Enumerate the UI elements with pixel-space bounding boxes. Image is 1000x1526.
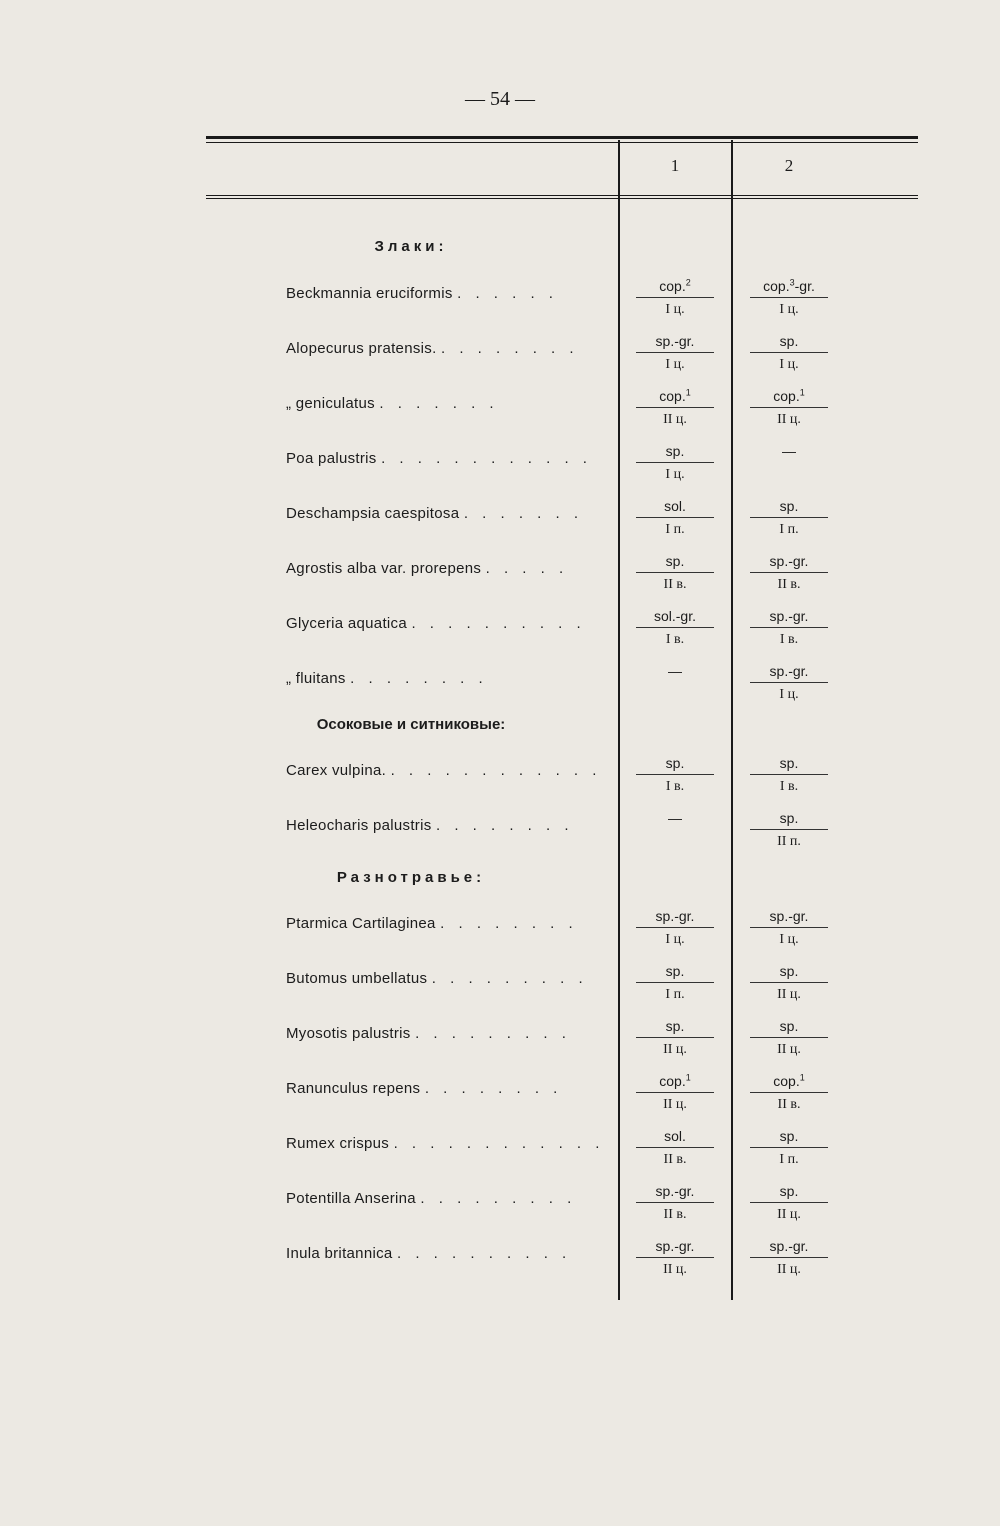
section-title-sedges: Осоковые и ситниковые:: [316, 716, 506, 733]
table-row: [0, 275, 1000, 329]
abundance-value: cop.: [773, 388, 800, 404]
abundance-value: sp.: [779, 333, 799, 349]
abundance-col-1: [636, 550, 714, 573]
abundance-value: cop.: [659, 388, 686, 404]
cell-col-1: [636, 1180, 714, 1225]
phenophase-col-2: II п.: [777, 834, 801, 849]
table-row: [0, 905, 1000, 959]
species-name: [286, 1080, 608, 1097]
cell-col-2: [750, 807, 828, 852]
cell-col-1: [636, 1015, 714, 1060]
abundance-value: cop.: [773, 1073, 800, 1089]
abundance-col-2: [750, 495, 828, 518]
phenophase-col-1: II ц.: [663, 412, 687, 427]
phenophase-col-2: [750, 462, 828, 484]
abundance-col-2: [750, 1015, 828, 1038]
abundance-value: sp.-gr.: [769, 908, 809, 924]
species-label: „ geniculatus: [286, 395, 375, 412]
species-name: [286, 615, 608, 632]
phenophase-col-2: I в.: [779, 779, 799, 794]
phenophase-col-2: II в.: [777, 577, 801, 592]
abundance-degree: 1: [799, 1072, 805, 1083]
table-row: [0, 495, 1000, 549]
abundance-col-1: [636, 1015, 714, 1038]
phenophase-col-2: I ц.: [779, 302, 799, 317]
abundance-degree: 1: [685, 387, 691, 398]
abundance-col-1: [636, 440, 714, 463]
leader-dots: . . . . . . . .: [441, 340, 579, 357]
species-name: [286, 1135, 608, 1152]
abundance-col-2: [750, 1125, 828, 1148]
species-label: Ptarmica Cartilaginea: [286, 915, 436, 932]
leader-dots: . . . . . . .: [463, 505, 584, 522]
species-label: Beckmannia eruciformis: [286, 285, 453, 302]
phenophase-col-2: II ц.: [777, 1262, 801, 1277]
abundance-col-1: [636, 605, 714, 628]
abundance-col-2: [750, 1070, 828, 1093]
cell-col-2: [750, 385, 828, 430]
abundance-value: sol.: [664, 1128, 686, 1144]
abundance-col-2: [750, 905, 828, 928]
phenophase-col-2: I ц.: [779, 357, 799, 372]
phenophase-col-1: I ц.: [665, 467, 685, 482]
table-top-rule: [206, 136, 918, 139]
table-row: [0, 1235, 1000, 1289]
cell-col-1: [636, 440, 714, 485]
species-name: [286, 1245, 608, 1262]
species-name: [286, 1190, 608, 1207]
abundance-col-2: [750, 1235, 828, 1258]
cell-col-1: [636, 605, 714, 650]
cell-col-1: [636, 385, 714, 430]
phenophase-col-1: II ц.: [663, 1262, 687, 1277]
table-header-rule: [206, 195, 918, 196]
cell-col-2: [750, 1180, 828, 1225]
table-row: [0, 385, 1000, 439]
phenophase-col-1: II в.: [663, 1207, 687, 1222]
species-name: [286, 670, 608, 687]
abundance-col-1: [636, 905, 714, 928]
species-label: Potentilla Anserina: [286, 1190, 416, 1207]
phenophase-col-1: I ц.: [665, 932, 685, 947]
abundance-value: —: [668, 810, 682, 826]
abundance-value: sp.: [665, 553, 685, 569]
abundance-value: sp.-gr.: [655, 908, 695, 924]
table-row: [0, 660, 1000, 714]
cell-col-1: [636, 1070, 714, 1115]
species-name: [286, 395, 608, 412]
abundance-col-1: [636, 1235, 714, 1258]
phenophase-col-1: II в.: [663, 577, 687, 592]
abundance-value: sp.-gr.: [769, 553, 809, 569]
leader-dots: . . . . . . . . . .: [411, 615, 586, 632]
phenophase-col-1: [636, 682, 714, 704]
species-label: Inula britannica: [286, 1245, 393, 1262]
cell-col-2: [750, 605, 828, 650]
species-name: [286, 1025, 608, 1042]
table-row: [0, 752, 1000, 806]
species-label: Alopecurus pratensis.: [286, 340, 437, 357]
phenophase-col-1: I ц.: [665, 357, 685, 372]
species-name: [286, 450, 608, 467]
leader-dots: . . . . . . . . . . . .: [390, 762, 602, 779]
cell-col-2: [750, 550, 828, 595]
abundance-col-1: [636, 275, 714, 298]
phenophase-col-2: II ц.: [777, 1207, 801, 1222]
abundance-value: sp.: [779, 810, 799, 826]
phenophase-col-1: I в.: [665, 632, 685, 647]
abundance-value: sp.: [665, 1018, 685, 1034]
abundance-col-2: [750, 550, 828, 573]
abundance-value: sp.: [779, 498, 799, 514]
cell-col-2: [750, 960, 828, 1005]
species-label: Poa palustris: [286, 450, 377, 467]
abundance-value: sp.: [779, 1128, 799, 1144]
species-name: [286, 970, 608, 987]
cell-col-1: [636, 807, 714, 851]
cell-col-2: [750, 1125, 828, 1170]
abundance-value: sp.-gr.: [655, 333, 695, 349]
abundance-col-2: [750, 960, 828, 983]
abundance-suffix: -gr.: [794, 278, 815, 294]
leader-dots: . . . . .: [485, 560, 569, 577]
species-name: [286, 915, 608, 932]
leader-dots: . . . . . . . . .: [420, 1190, 577, 1207]
species-label: Butomus umbellatus: [286, 970, 428, 987]
abundance-value: —: [782, 443, 796, 459]
phenophase-col-2: II ц.: [777, 412, 801, 427]
cell-col-2: [750, 660, 828, 705]
table-row: [0, 1070, 1000, 1124]
table-row: [0, 1015, 1000, 1069]
species-label: Heleocharis palustris: [286, 817, 432, 834]
species-name: [286, 285, 608, 302]
phenophase-col-1: I п.: [665, 987, 685, 1002]
leader-dots: . . . . . . . .: [350, 670, 488, 687]
phenophase-col-2: II ц.: [777, 987, 801, 1002]
cell-col-1: [636, 1235, 714, 1280]
section-title-forbs: Разнотравье:: [336, 869, 486, 886]
phenophase-col-1: [636, 829, 714, 851]
page-number: — 54 —: [465, 88, 535, 110]
cell-col-1: [636, 495, 714, 540]
table-row: [0, 960, 1000, 1014]
abundance-col-2: [750, 330, 828, 353]
abundance-value: sp.: [779, 1018, 799, 1034]
table-row: [0, 807, 1000, 861]
phenophase-col-2: I ц.: [779, 687, 799, 702]
species-label: Myosotis palustris: [286, 1025, 411, 1042]
leader-dots: . . . . . .: [457, 285, 558, 302]
abundance-value: —: [668, 663, 682, 679]
leader-dots: . . . . . . . .: [436, 817, 574, 834]
cell-col-1: [636, 960, 714, 1005]
leader-dots: . . . . . . . . . .: [397, 1245, 572, 1262]
abundance-value: cop.: [763, 278, 790, 294]
species-name: [286, 340, 608, 357]
table-header-rule-thin: [206, 198, 918, 199]
abundance-col-1: [636, 1180, 714, 1203]
column-header-2: 2: [784, 156, 794, 175]
species-label: Deschampsia caespitosa: [286, 505, 460, 522]
species-label: Glyceria aquatica: [286, 615, 407, 632]
species-label: Rumex crispus: [286, 1135, 390, 1152]
leader-dots: . . . . . . . . . . . .: [381, 450, 592, 467]
cell-col-1: [636, 1125, 714, 1170]
abundance-value: sol.: [664, 498, 686, 514]
abundance-col-2: [750, 385, 828, 408]
leader-dots: . . . . . . . . .: [431, 970, 588, 987]
abundance-value: sp.-gr.: [655, 1183, 695, 1199]
phenophase-col-2: I ц.: [779, 932, 799, 947]
abundance-col-2: [750, 807, 828, 830]
cell-col-1: [636, 660, 714, 704]
table-row: [0, 1125, 1000, 1179]
phenophase-col-2: II ц.: [777, 1042, 801, 1057]
phenophase-col-1: I п.: [665, 522, 685, 537]
phenophase-col-1: I ц.: [665, 302, 685, 317]
cell-col-2: [750, 440, 828, 484]
table-row: [0, 440, 1000, 494]
cell-col-1: [636, 275, 714, 320]
abundance-degree: 1: [685, 1072, 691, 1083]
abundance-value: sp.: [779, 963, 799, 979]
abundance-value: sp.: [665, 963, 685, 979]
abundance-col-1: [636, 960, 714, 983]
species-label: Agrostis alba var. prorepens: [286, 560, 482, 577]
species-label: „ fluitans: [286, 670, 346, 687]
abundance-col-1: [636, 385, 714, 408]
table-row: [0, 1180, 1000, 1234]
species-name: [286, 560, 608, 577]
phenophase-col-2: I п.: [779, 1152, 799, 1167]
cell-col-2: [750, 1235, 828, 1280]
abundance-col-1: [636, 807, 714, 829]
cell-col-2: [750, 752, 828, 797]
abundance-col-2: [750, 440, 828, 462]
abundance-col-1: [636, 330, 714, 353]
abundance-value: sp.-gr.: [769, 1238, 809, 1254]
species-name: [286, 817, 608, 834]
abundance-col-1: [636, 752, 714, 775]
cell-col-2: [750, 1070, 828, 1115]
cell-col-2: [750, 1015, 828, 1060]
abundance-value: sp.: [665, 443, 685, 459]
cell-col-2: [750, 905, 828, 950]
abundance-col-1: [636, 1070, 714, 1093]
cell-col-2: [750, 495, 828, 540]
abundance-value: sp.: [665, 755, 685, 771]
abundance-value: sol.-gr.: [653, 608, 696, 624]
abundance-degree: 3: [789, 277, 795, 288]
abundance-col-2: [750, 605, 828, 628]
abundance-col-1: [636, 1125, 714, 1148]
leader-dots: . . . . . . . . .: [415, 1025, 571, 1042]
phenophase-col-2: I п.: [779, 522, 799, 537]
leader-dots: . . . . . . . .: [424, 1080, 563, 1097]
species-name: [286, 762, 608, 779]
abundance-value: cop.: [659, 278, 686, 294]
leader-dots: . . . . . . . . . . . .: [393, 1135, 605, 1152]
abundance-col-2: [750, 275, 828, 298]
column-header-1: 1: [670, 156, 680, 175]
phenophase-col-2: II в.: [777, 1097, 801, 1112]
phenophase-col-1: II в.: [663, 1152, 687, 1167]
species-label: Carex vulpina.: [286, 762, 387, 779]
section-title-grasses: Злаки:: [374, 238, 448, 255]
table-row: [0, 605, 1000, 659]
table-row: [0, 550, 1000, 604]
species-label: Ranunculus repens: [286, 1080, 421, 1097]
cell-col-1: [636, 550, 714, 595]
abundance-degree: 1: [799, 387, 805, 398]
abundance-col-2: [750, 1180, 828, 1203]
abundance-value: sp.: [779, 755, 799, 771]
abundance-value: sp.: [779, 1183, 799, 1199]
abundance-value: cop.: [659, 1073, 686, 1089]
species-name: [286, 505, 608, 522]
abundance-col-2: [750, 660, 828, 683]
abundance-degree: 2: [685, 277, 691, 288]
cell-col-1: [636, 905, 714, 950]
abundance-value: sp.-gr.: [769, 663, 809, 679]
cell-col-1: [636, 330, 714, 375]
leader-dots: . . . . . . .: [379, 395, 499, 412]
abundance-col-2: [750, 752, 828, 775]
phenophase-col-1: I в.: [665, 779, 685, 794]
abundance-col-1: [636, 495, 714, 518]
leader-dots: . . . . . . . .: [440, 915, 578, 932]
phenophase-col-1: II ц.: [663, 1097, 687, 1112]
table-top-rule-thin: [206, 142, 918, 143]
phenophase-col-2: I в.: [779, 632, 799, 647]
cell-col-2: [750, 330, 828, 375]
abundance-value: sp.-gr.: [769, 608, 809, 624]
table-row: [0, 330, 1000, 384]
phenophase-col-1: II ц.: [663, 1042, 687, 1057]
abundance-value: sp.-gr.: [655, 1238, 695, 1254]
abundance-col-1: [636, 660, 714, 682]
cell-col-2: [750, 275, 828, 320]
cell-col-1: [636, 752, 714, 797]
